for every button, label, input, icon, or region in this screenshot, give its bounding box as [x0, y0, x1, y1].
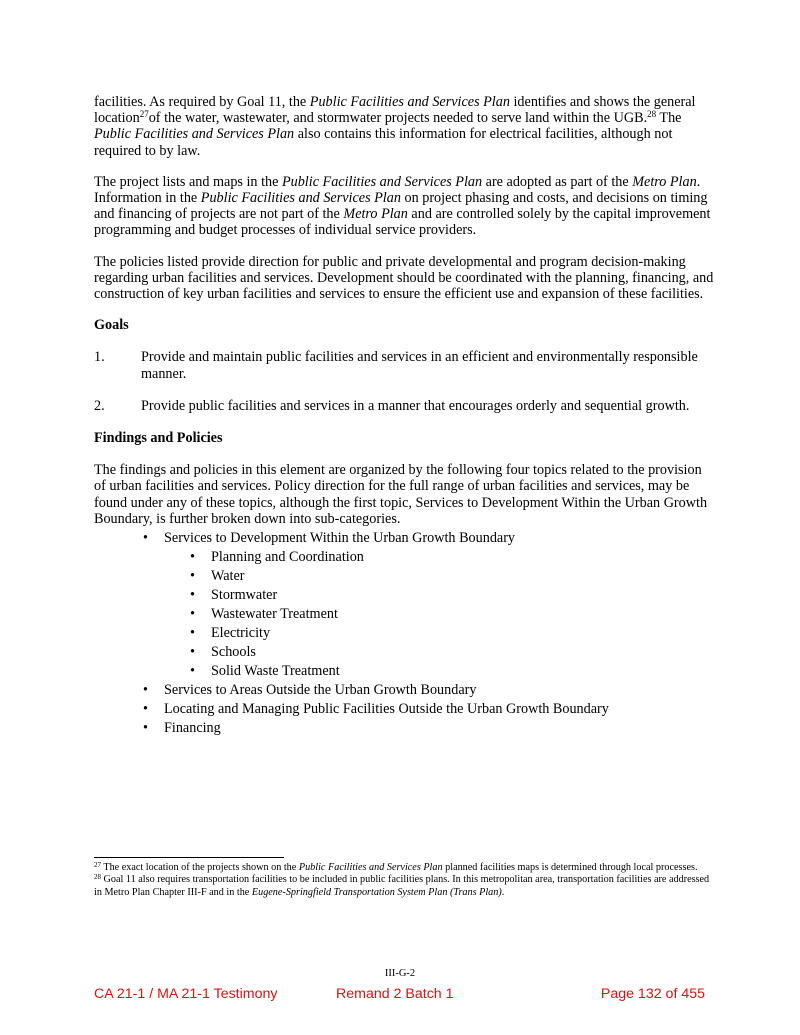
topic-list	[94, 529, 714, 738]
testimony-stamp: CA 21-1 / MA 21-1 Testimony	[94, 986, 278, 1002]
footnote-ref-27[interactable]: 27	[139, 109, 149, 120]
goal-number: 2.	[94, 397, 105, 414]
footnote-28: $^{28}$ Goal 11 also requires transportation facilities to be included in public facilities plans. In this metropolitan area, transportation facilities are addressed in Metro Plan Chapter III-F and in the Eugene-Springfield Transportation System Plan (Trans Plan).	[94, 873, 710, 898]
footnotes	[94, 862, 714, 899]
subtopic-item: • Water	[164, 567, 714, 586]
subtopic-item: • Planning and Coordination	[164, 548, 714, 567]
findings-intro: The findings and policies in this element are organized by the following four topics related to the provision of urban facilities and services. Policy direction for the full range of urban facilities and services, may be found under any of these topics, although the first topic, Services to Development Within the Urban Growth Boundary, is further broken down into sub-categories.	[94, 462, 708, 527]
goal-item	[94, 398, 714, 414]
goal-number: 1.	[94, 349, 105, 366]
subtopic-item: • Solid Waste Treatment	[164, 662, 714, 681]
intro-paragraph: facilities. As required by Goal 11, the Public Facilities and Services Plan identifies and shows the general location$^{27}$of the water, wastewater, and stormwater projects needed to serve land within the UGB.$^{28}$ The Public Facilities and Services Plan also contains this information for electrical facilities, although not required to by law.	[94, 94, 696, 159]
goal-item	[94, 349, 714, 381]
subtopic-item: • Wastewater Treatment	[164, 605, 714, 624]
footnote-separator	[94, 857, 284, 858]
goal-text: Provide public facilities and services in a manner that encourages orderly and sequential growth.	[141, 397, 690, 414]
subtopic-list	[164, 548, 714, 681]
topic-label: • Services to Development Within the Urban Growth Boundary	[94, 529, 714, 548]
findings-heading: Findings and Policies	[94, 430, 223, 447]
subtopic-item: • Electricity	[164, 624, 714, 643]
subtopic-item: • Stormwater	[164, 586, 714, 605]
footnote-ref-28[interactable]: 28	[647, 109, 657, 120]
goals-heading: Goals	[94, 317, 129, 334]
page-count-stamp: Page 132 of 455	[600, 986, 705, 1002]
subtopic-item: • Schools	[164, 643, 714, 662]
policies-paragraph: The policies listed provide direction for public and private developmental and program decision-making regarding urban facilities and services. Development should be coordinated with the planning, financing, and construction of key urban facilities and services to ensure the efficient use and expansion of these facilities.	[94, 253, 714, 303]
topic-item: • Locating and Managing Public Facilities Outside the Urban Growth Boundary	[94, 700, 714, 719]
footnote-27: $^{27}$ The exact location of the projects shown on the Public Facilities and Services Plan planned facilities maps is determined through local processes.	[94, 861, 698, 873]
topic-item	[94, 529, 714, 681]
batch-stamp: Remand 2 Batch 1	[336, 986, 454, 1002]
goal-text: Provide and maintain public facilities and services in an efficient and environmentally responsible manner.	[141, 349, 698, 382]
page-number: III-G-2	[384, 968, 416, 979]
project-paragraph: The project lists and maps in the Public Facilities and Services Plan are adopted as part of the Metro Plan. Information in the Public Facilities and Services Plan on project phasing and costs, and decisions on timing and financing of projects are not part of the Metro Plan and are controlled solely by the capital improvement programming and budget processes of individual service providers.	[94, 173, 711, 239]
topic-item: • Financing	[94, 719, 714, 738]
document-body	[94, 94, 714, 738]
topic-item: • Services to Areas Outside the Urban Growth Boundary	[94, 681, 714, 700]
